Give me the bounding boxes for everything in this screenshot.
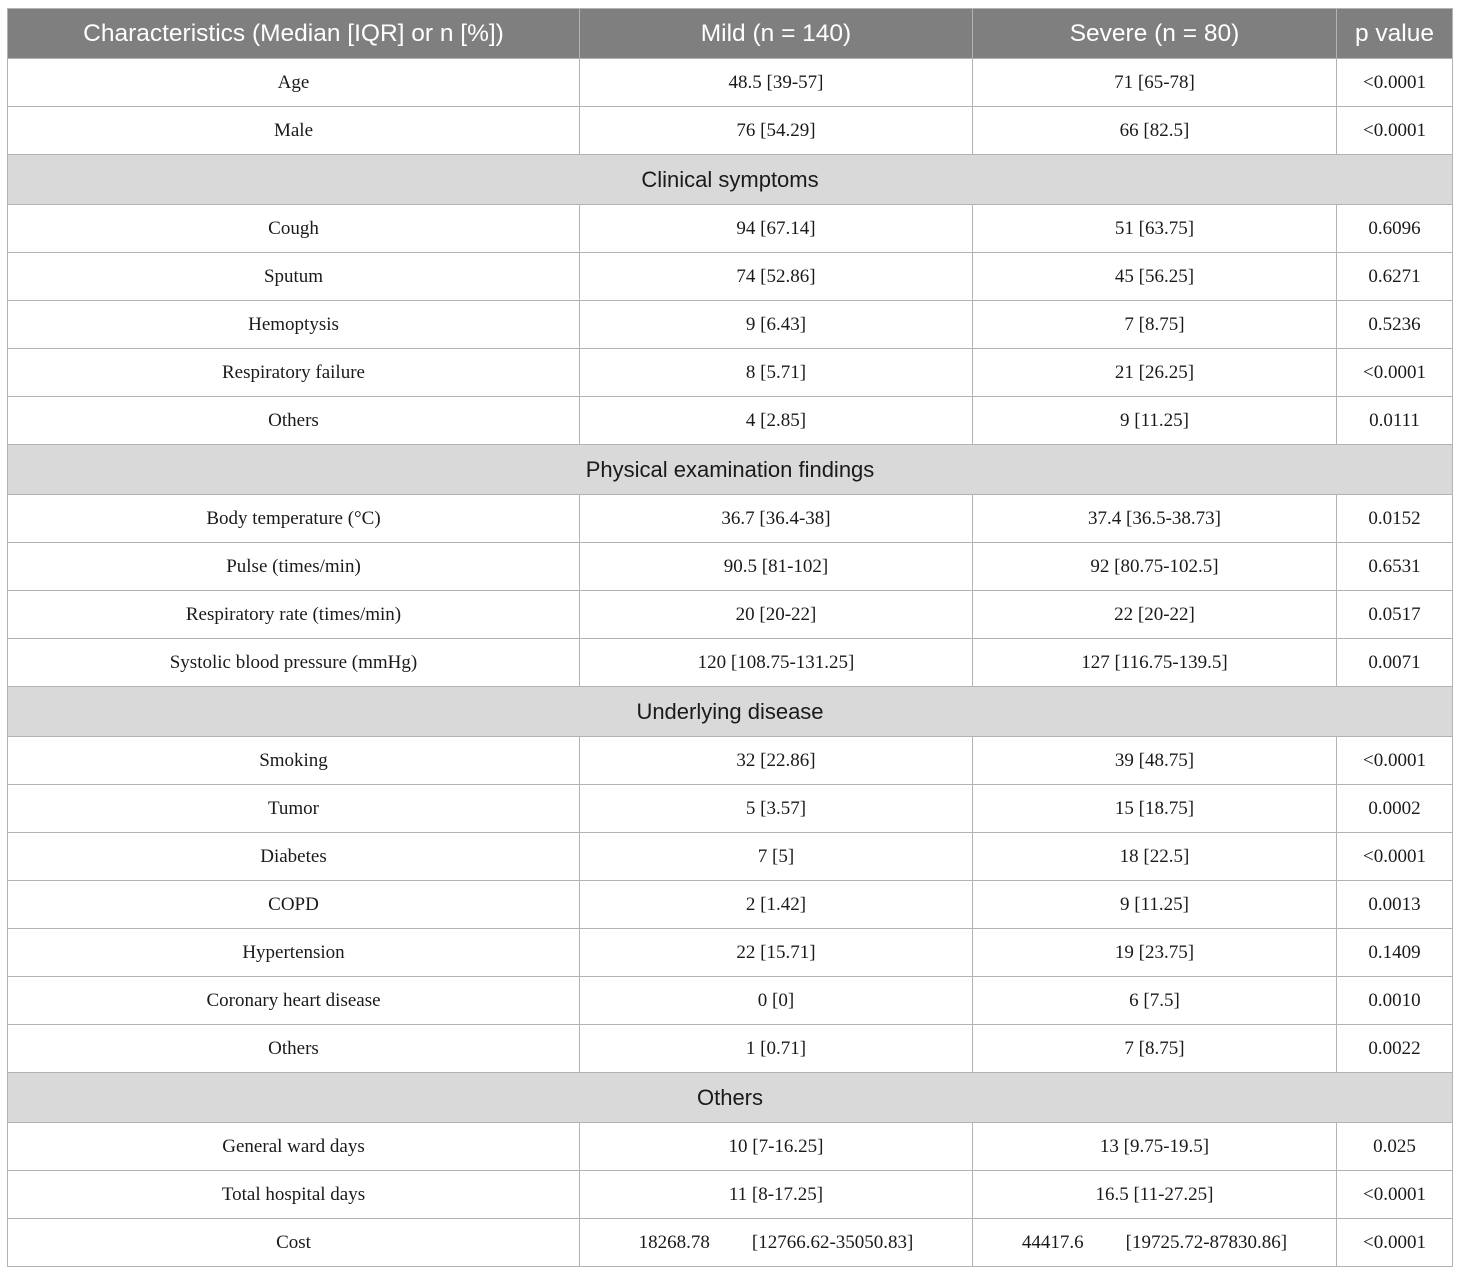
mild-value: 7 [5] xyxy=(580,833,973,881)
row-label: Tumor xyxy=(8,785,580,833)
severe-value: 51 [63.75] xyxy=(973,205,1337,253)
p-value: 0.025 xyxy=(1337,1123,1453,1171)
section-header-row xyxy=(8,687,1453,737)
section-title: Physical examination findings xyxy=(8,445,1453,495)
table-row xyxy=(8,349,1453,397)
p-value: <0.0001 xyxy=(1337,1171,1453,1219)
table-row xyxy=(8,301,1453,349)
row-label: Coronary heart disease xyxy=(8,977,580,1025)
severe-value: 15 [18.75] xyxy=(973,785,1337,833)
p-value: <0.0001 xyxy=(1337,737,1453,785)
mild-value: 1 [0.71] xyxy=(580,1025,973,1073)
row-label: Hypertension xyxy=(8,929,580,977)
mild-median: 18268.78 xyxy=(638,1231,710,1253)
row-label: Others xyxy=(8,397,580,445)
header-characteristics: Characteristics (Median [IQR] or n [%]) xyxy=(8,9,580,59)
row-label: Cost xyxy=(8,1219,580,1267)
section-header-row xyxy=(8,155,1453,205)
mild-value: 74 [52.86] xyxy=(580,253,973,301)
p-value: 0.0111 xyxy=(1337,397,1453,445)
p-value: 0.6096 xyxy=(1337,205,1453,253)
mild-value: 120 [108.75-131.25] xyxy=(580,639,973,687)
row-label: Respiratory rate (times/min) xyxy=(8,591,580,639)
mild-value: 8 [5.71] xyxy=(580,349,973,397)
row-label: Sputum xyxy=(8,253,580,301)
severe-value: 45 [56.25] xyxy=(973,253,1337,301)
row-label: Respiratory failure xyxy=(8,349,580,397)
mild-value: 0 [0] xyxy=(580,977,973,1025)
p-value: 0.0071 xyxy=(1337,639,1453,687)
table-row xyxy=(8,881,1453,929)
severe-value: 21 [26.25] xyxy=(973,349,1337,397)
table-row xyxy=(8,253,1453,301)
p-value: <0.0001 xyxy=(1337,107,1453,155)
mild-value: 11 [8-17.25] xyxy=(580,1171,973,1219)
table-row xyxy=(8,639,1453,687)
header-row xyxy=(8,9,1453,59)
row-label: Male xyxy=(8,107,580,155)
table-row xyxy=(8,59,1453,107)
mild-value: 32 [22.86] xyxy=(580,737,973,785)
severe-value: 7 [8.75] xyxy=(973,301,1337,349)
mild-value: 20 [20-22] xyxy=(580,591,973,639)
p-value: 0.6271 xyxy=(1337,253,1453,301)
mild-value: 5 [3.57] xyxy=(580,785,973,833)
table-row xyxy=(8,833,1453,881)
table-row xyxy=(8,1123,1453,1171)
table-row xyxy=(8,495,1453,543)
section-title: Others xyxy=(8,1073,1453,1123)
mild-value xyxy=(580,1219,973,1267)
row-label: Cough xyxy=(8,205,580,253)
section-header-row xyxy=(8,1073,1453,1123)
p-value: 0.0022 xyxy=(1337,1025,1453,1073)
table-row xyxy=(8,737,1453,785)
section-title: Clinical symptoms xyxy=(8,155,1453,205)
mild-value: 4 [2.85] xyxy=(580,397,973,445)
p-value: <0.0001 xyxy=(1337,349,1453,397)
severe-value: 13 [9.75-19.5] xyxy=(973,1123,1337,1171)
severe-value: 18 [22.5] xyxy=(973,833,1337,881)
severe-value: 16.5 [11-27.25] xyxy=(973,1171,1337,1219)
table-row xyxy=(8,785,1453,833)
section-title: Underlying disease xyxy=(8,687,1453,737)
severe-value: 39 [48.75] xyxy=(973,737,1337,785)
severe-iqr: [19725.72-87830.86] xyxy=(1125,1231,1288,1253)
severe-value: 9 [11.25] xyxy=(973,881,1337,929)
mild-value: 10 [7-16.25] xyxy=(580,1123,973,1171)
row-label: Systolic blood pressure (mmHg) xyxy=(8,639,580,687)
p-value: <0.0001 xyxy=(1337,59,1453,107)
p-value: 0.1409 xyxy=(1337,929,1453,977)
table-row xyxy=(8,977,1453,1025)
table-header xyxy=(8,9,1453,59)
table-row xyxy=(8,107,1453,155)
table-body xyxy=(8,59,1453,1267)
header-severe: Severe (n = 80) xyxy=(973,9,1337,59)
table-row xyxy=(8,205,1453,253)
header-p-value: p value xyxy=(1337,9,1453,59)
table-row xyxy=(8,1171,1453,1219)
table-row xyxy=(8,929,1453,977)
row-label: Pulse (times/min) xyxy=(8,543,580,591)
severe-value: 127 [116.75-139.5] xyxy=(973,639,1337,687)
p-value: 0.6531 xyxy=(1337,543,1453,591)
row-label: Total hospital days xyxy=(8,1171,580,1219)
mild-value: 94 [67.14] xyxy=(580,205,973,253)
severe-value: 9 [11.25] xyxy=(973,397,1337,445)
characteristics-table xyxy=(7,8,1453,1267)
table-row xyxy=(8,397,1453,445)
mild-value: 48.5 [39-57] xyxy=(580,59,973,107)
table-row xyxy=(8,543,1453,591)
row-label: Smoking xyxy=(8,737,580,785)
p-value: <0.0001 xyxy=(1337,833,1453,881)
p-value: 0.0010 xyxy=(1337,977,1453,1025)
mild-value: 22 [15.71] xyxy=(580,929,973,977)
severe-value: 6 [7.5] xyxy=(973,977,1337,1025)
p-value: 0.5236 xyxy=(1337,301,1453,349)
mild-value: 76 [54.29] xyxy=(580,107,973,155)
table-row-cost xyxy=(8,1219,1453,1267)
mild-value: 2 [1.42] xyxy=(580,881,973,929)
row-label: Age xyxy=(8,59,580,107)
severe-value: 37.4 [36.5-38.73] xyxy=(973,495,1337,543)
row-label: Others xyxy=(8,1025,580,1073)
mild-value: 36.7 [36.4-38] xyxy=(580,495,973,543)
severe-value: 19 [23.75] xyxy=(973,929,1337,977)
row-label: COPD xyxy=(8,881,580,929)
severe-value: 22 [20-22] xyxy=(973,591,1337,639)
row-label: General ward days xyxy=(8,1123,580,1171)
severe-value xyxy=(973,1219,1337,1267)
header-mild: Mild (n = 140) xyxy=(580,9,973,59)
severe-value: 66 [82.5] xyxy=(973,107,1337,155)
table-row xyxy=(8,591,1453,639)
row-label: Hemoptysis xyxy=(8,301,580,349)
p-value: 0.0013 xyxy=(1337,881,1453,929)
severe-median: 44417.6 xyxy=(1021,1231,1084,1253)
severe-value: 71 [65-78] xyxy=(973,59,1337,107)
section-header-row xyxy=(8,445,1453,495)
p-value: 0.0517 xyxy=(1337,591,1453,639)
table-row xyxy=(8,1025,1453,1073)
mild-iqr: [12766.62-35050.83] xyxy=(751,1231,914,1253)
mild-value: 90.5 [81-102] xyxy=(580,543,973,591)
row-label: Diabetes xyxy=(8,833,580,881)
severe-value: 7 [8.75] xyxy=(973,1025,1337,1073)
p-value: 0.0152 xyxy=(1337,495,1453,543)
p-value: 0.0002 xyxy=(1337,785,1453,833)
row-label: Body temperature (°C) xyxy=(8,495,580,543)
mild-value: 9 [6.43] xyxy=(580,301,973,349)
severe-value: 92 [80.75-102.5] xyxy=(973,543,1337,591)
p-value: <0.0001 xyxy=(1337,1219,1453,1267)
